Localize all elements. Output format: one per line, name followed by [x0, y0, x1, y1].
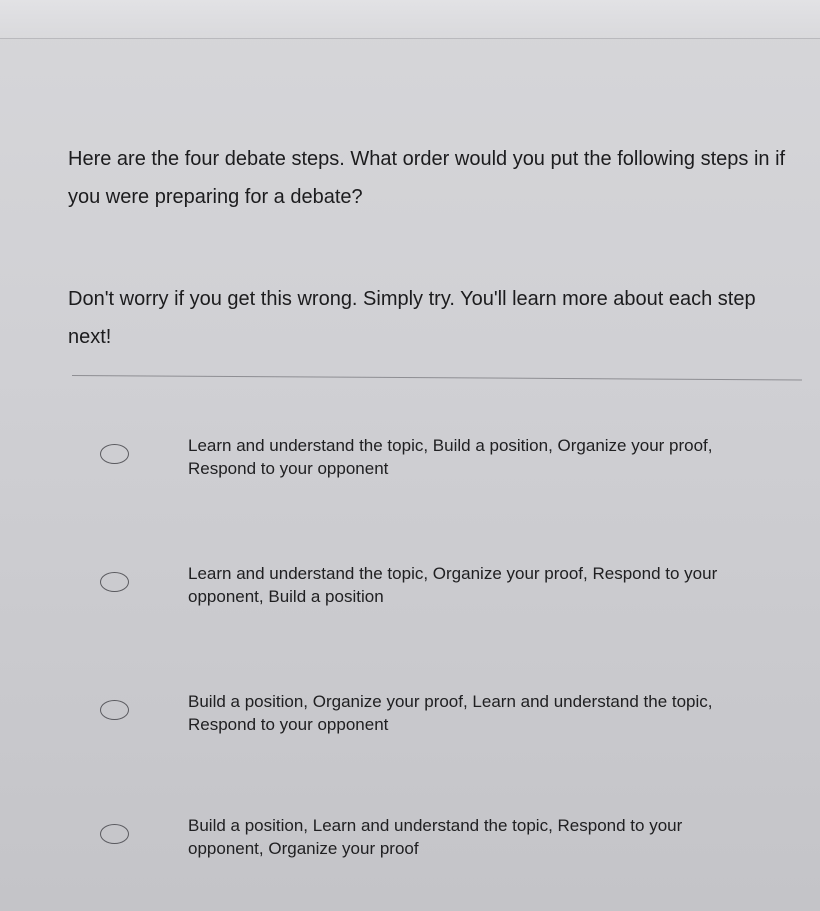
radio-button-3[interactable] [100, 700, 129, 720]
question-prompt: Here are the four debate steps. What order would you put the following steps in if you were preparing for a debate? [68, 148, 786, 208]
answer-option-2-label[interactable]: Learn and understand the topic, Organize your proof, Respond to your opponent, Build a position [188, 564, 718, 606]
radio-button-4[interactable] [100, 824, 129, 844]
radio-button-1[interactable] [100, 444, 129, 464]
answer-option-4-label[interactable]: Build a position, Learn and understand the topic, Respond to your opponent, Organize your proof [188, 816, 683, 858]
question-note: Don't worry if you get this wrong. Simply try. You'll learn more about each step next! [68, 288, 756, 348]
answer-option-3-label[interactable]: Build a position, Organize your proof, Learn and understand the topic, Respond to your opponent [188, 692, 713, 734]
radio-button-2[interactable] [100, 572, 129, 592]
answer-option-1[interactable] [100, 434, 740, 498]
answer-option-3[interactable] [100, 690, 740, 754]
answer-option-4[interactable] [100, 814, 740, 878]
answer-option-2[interactable] [100, 562, 740, 626]
answer-option-1-label[interactable]: Learn and understand the topic, Build a position, Organize your proof, Respond to your opponent [188, 436, 713, 478]
